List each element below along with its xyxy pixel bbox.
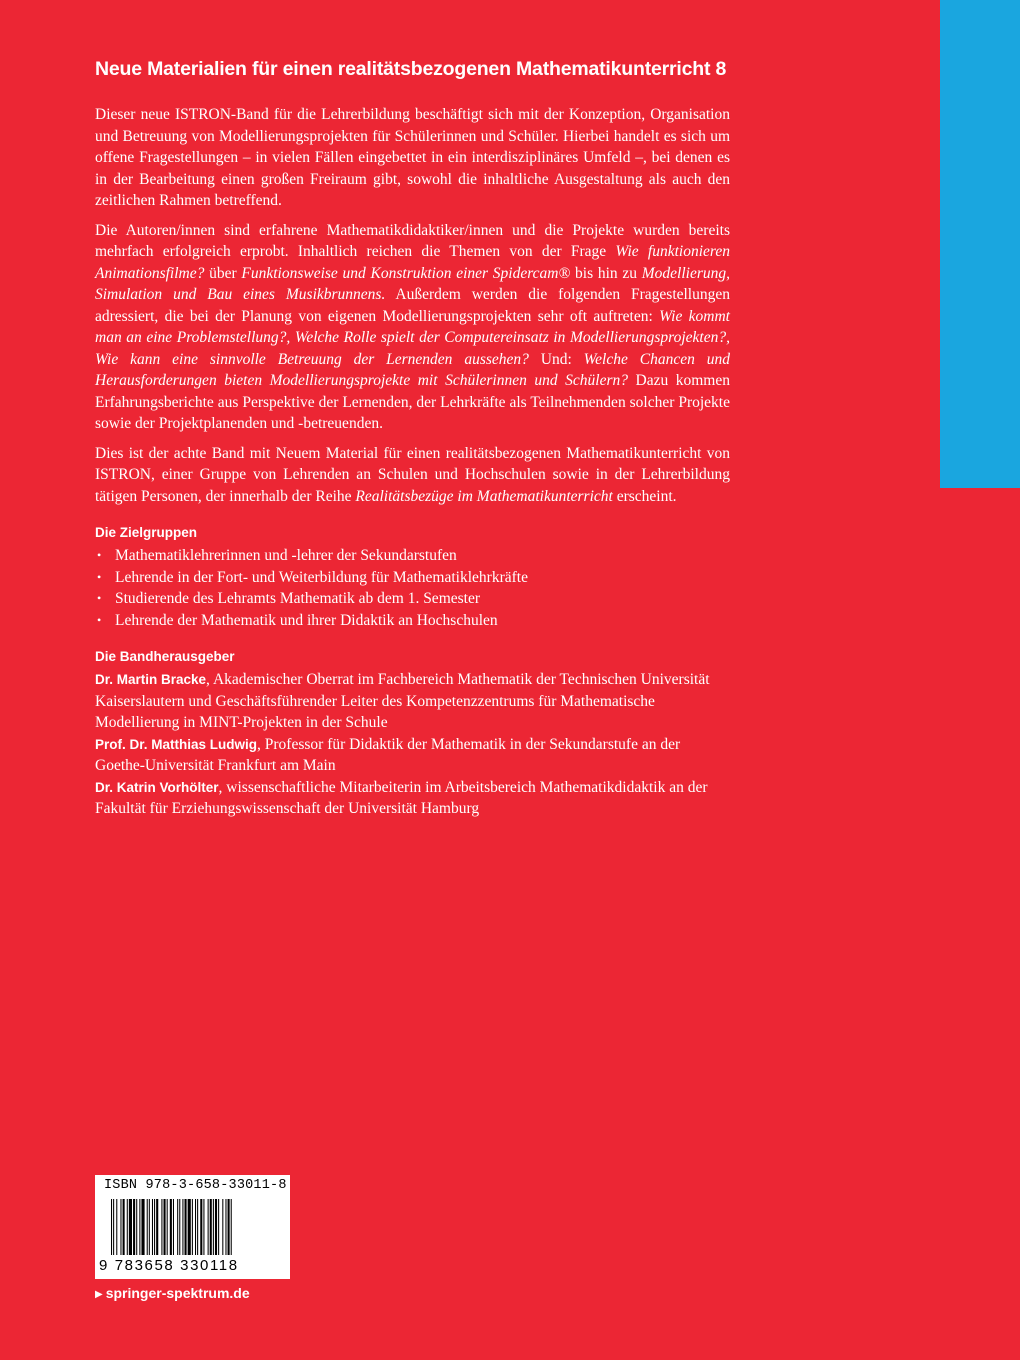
editor-description: , wissenschaftliche Mitarbeiterin im Arbeitsbereich Mathematikdidaktik an der Fakultät für Erziehungswissenschaft der Universität Hamburg [95,778,708,817]
target-groups-list [95,545,730,631]
back-cover-content [95,56,730,820]
editor-description: , Akademischer Oberrat im Fachbereich Mathematik der Technischen Universität Kaiserslautern und Geschäftsführender Leiter des Kompetenzzentrums für Mathematische Modellierung in MINT-Projekten in der Schule [95,671,710,731]
list-item: • Lehrende in der Fort- und Weiterbildung für Mathematiklehrkräfte [95,567,730,589]
p2-text-3: bis hin zu [570,264,642,282]
list-item: • Mathematiklehrerinnen und -lehrer der Sekundarstufen [95,545,730,567]
p2-italic-4: Wie kommt man an eine Problemstellung?, Welche Rolle spielt der Computereinsatz in Modellierungsprojekten?, Wie kann eine sinnvolle Betreuung der Lernenden aussehen? [95,307,730,368]
p2-text-2: über [204,264,242,282]
p2-text-5: Und: [528,350,584,368]
editor-name: Dr. Katrin Vorhölter [95,779,219,795]
p3-text-2: erscheint. [612,487,677,505]
list-item: • Lehrende der Mathematik und ihrer Didaktik an Hochschulen [95,610,730,632]
p2-italic-5: Welche Chancen und Herausforderungen bieten Modellierungsprojekte mit Schülerinnen und Schülern? [95,350,730,389]
barcode-box [95,1175,290,1279]
color-tab [940,0,1020,488]
p2-text-4: Außerdem werden die folgenden Fragestellungen adressiert, die bei der Planung von eigenen Modellierungsprojekten sehr oft auftreten: [95,286,730,325]
p3-text-1: Dies ist der achte Band mit Neuem Material für einen realitätsbezogenen Mathematikunterricht von ISTRON, einer Gruppe von Lehrenden an Schulen und Hochschulen sowie in der Lehrerbildung tätigen Personen, der innerhalb der Reihe [95,444,730,505]
p2-italic-1: Wie funktionieren Animationsfilme? [95,243,730,282]
description-paragraph-3 [95,443,730,508]
editor-name: Dr. Martin Bracke [95,672,207,687]
list-item: • Studierende des Lehramts Mathematik ab dem 1. Semester [95,588,730,610]
editor-entry [95,669,730,734]
editor-description: , Professor für Didaktik der Mathematik in der Sekundarstufe an der Goethe-Universität Frankfurt am Main [95,735,681,774]
isbn-text: ISBN 978-3-658-33011-8 [104,1178,287,1193]
publisher-url[interactable] [95,1285,250,1301]
target-groups-heading: Die Zielgruppen [95,525,198,540]
description-paragraph-2 [95,220,730,435]
p2-italic-3: Modellierung, Simulation und Bau eines Musikbrunnens. [95,264,730,303]
editors-heading: Die Bandherausgeber [95,649,235,664]
editor-name: Prof. Dr. Matthias Ludwig [95,736,258,752]
barcode-digits: 9 783658 330118 [99,1257,239,1274]
barcode-icon [111,1199,277,1255]
play-arrow-icon: ▶ [95,1289,103,1300]
book-title: Neue Materialien für einen realitätsbezogenen Mathematikunterricht 8 [95,58,727,80]
description-paragraph-1: Dieser neue ISTRON-Band für die Lehrerbildung beschäftigt sich mit der Konzeption, Organisation und Betreuung von Modellierungsprojekten für Schülerinnen und Schüler. Hierbei handelt es sich um offene Fragestellungen – in vielen Fällen eingebettet in ein interdisziplinäres Umfeld –, bei denen es in der Bearbeitung einen großen Freiraum gibt, sowohl die inhaltliche Ausgestaltung als auch den zeitlichen Rahmen betreffend. [95,106,730,209]
p3-italic-1: Realitätsbezüge im Mathematikunterricht [355,487,613,505]
p2-text-1: Die Autoren/innen sind erfahrene Mathematikdidaktiker/innen und die Projekte wurden bereits mehrfach erfolgreich erprobt. Inhaltlich reichen die Themen von der Frage [95,221,730,260]
publisher-url-text: springer-spektrum.de [105,1285,250,1301]
p2-italic-2: Funktionsweise und Konstruktion einer Spidercam® [241,264,571,282]
editor-entry [95,734,730,777]
p2-text-6: Dazu kommen Erfahrungsberichte aus Perspektive der Lernenden, der Lehrkräfte als Teilnehmenden solcher Projekte sowie der Projektplanenden und -betreuenden. [95,372,730,432]
editor-entry [95,777,730,820]
